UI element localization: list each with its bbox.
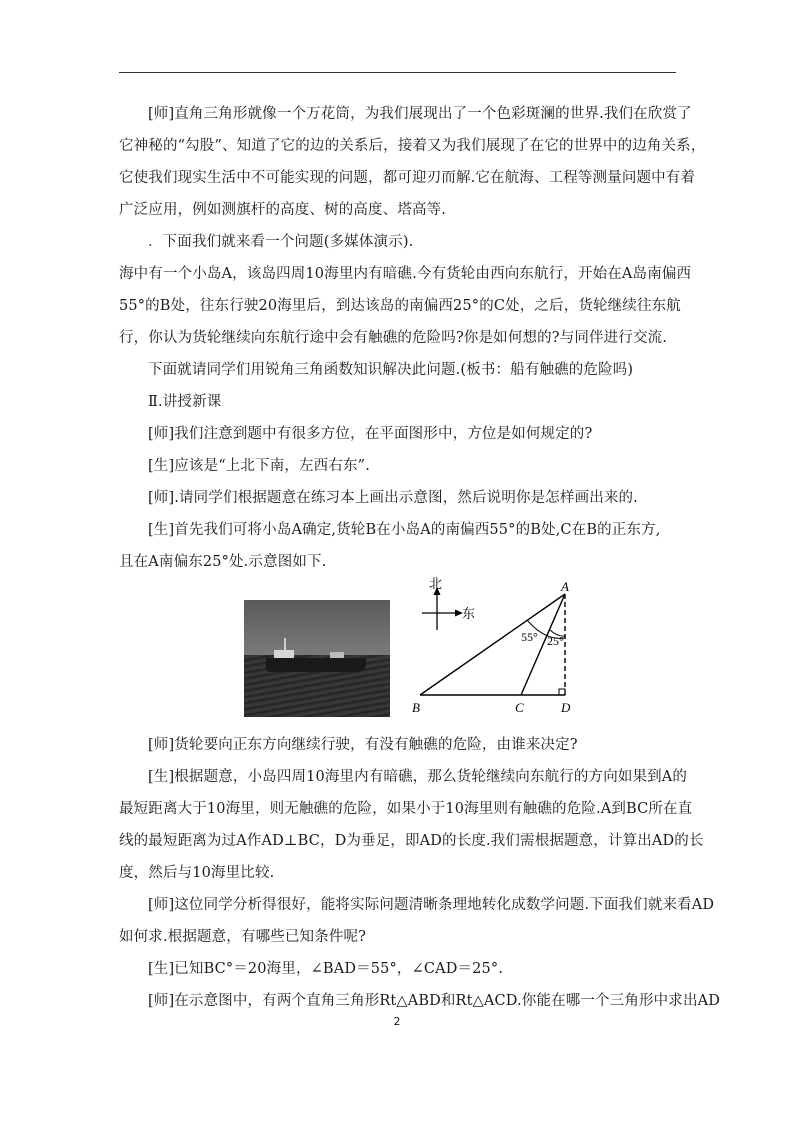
text-line: 如何求.根据题意，有哪些已知条件呢? [119,929,367,945]
text-line: [师]我们注意到题中有很多方位，在平面图形中，方位是如何规定的? [148,426,593,442]
text-line: [生]首先我们可将小岛A确定,货轮B在小岛A的南偏西55°的B处,C在B的正东方, [148,522,661,538]
text-line: [师]直角三角形就像一个万花筒，为我们展现出了一个色彩斑澜的世界.我们在欣赏了 [148,106,692,122]
text-line: 下面就请同学们用锐角三角函数知识解决此问题.(板书：船有触礁的危险吗) [148,362,634,378]
text-line: 它使我们现实生活中不可能实现的问题，都可迎刃而解.它在航海、工程等测量问题中有着 [119,170,696,186]
angle-cad-label: 25° [547,634,564,648]
text-line: 行，你认为货轮继续向东航行途中会有触礁的危险吗?你是如何想的?与同伴进行交流. [119,330,668,346]
text-line: 线的最短距离为过A作AD⊥BC，D为垂足，即AD的长度.我们需根据题意，计算出AD的长 [119,833,704,849]
text-line: [生]已知BC°＝20海里，∠BAD＝55°，∠CAD＝25°. [148,961,504,977]
text-line: [生]应该是“上北下南，左西右东”. [148,458,370,474]
text-line: 55°的B处，往东行驶20海里后，到达该岛的南偏西25°的C处，之后，货轮继续往东航 [119,298,681,314]
compass-icon [422,587,463,630]
text-line: [师].请同学们根据题意在练习本上画出示意图，然后说明你是怎样画出来的. [148,490,638,506]
vertex-a-label: A [561,579,569,594]
compass-north-label: 北 [429,576,443,591]
vertex-b-label: B [412,700,420,715]
text-line: 广泛应用，例如测旗杆的高度、树的高度、塔高等. [119,202,447,218]
header-rule [119,72,676,73]
text-line: 海中有一个小岛A，该岛四周10海里内有暗礁.今有货轮由西向东航行，开始在A岛南偏西 [119,266,692,282]
text-line: 最短距离大于10海里，则无触礁的危险，如果小于10海里则有触礁的危险.A到BC所在直 [119,801,693,817]
text-line: [师]货轮要向正东方向继续行驶，有没有触礁的危险，由谁来决定? [148,737,578,753]
text-line: [师]在示意图中，有两个直角三角形Rt△ABD和Rt△ACD.你能在哪一个三角形中求出AD [148,993,720,1009]
text-line: ．下面我们就来看一个问题(多媒体演示). [148,234,414,250]
cargo-ship-photo [244,600,390,717]
compass-east-label: 东 [462,606,476,621]
bearing-diagram [410,575,585,720]
text-line: 度，然后与10海里比较. [119,865,275,881]
vertex-c-label: C [515,700,524,715]
text-line: [师]这位同学分析得很好，能将实际问题清晰条理地转化成数学问题.下面我们就来看AD [148,897,715,913]
page-number: 2 [393,1015,401,1028]
text-line: [生]根据题意，小岛四周10海里内有暗礁，那么货轮继续向东航行的方向如果到A的 [148,769,688,785]
text-top [119,98,706,578]
vertex-d-label: D [561,700,571,715]
text-line: 它神秘的“勾股”、知道了它的边的关系后，接着又为我们展现了在它的世界中的边角关系， [119,138,706,154]
text-line: Ⅱ.讲授新课 [148,394,222,410]
text-line: 且在A南偏东25°处.示意图如下. [119,554,327,570]
text-bottom [119,729,720,1017]
angle-bad-label: 55° [521,630,538,644]
